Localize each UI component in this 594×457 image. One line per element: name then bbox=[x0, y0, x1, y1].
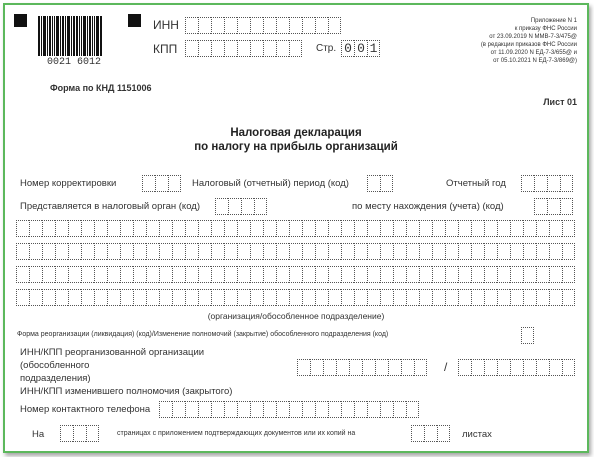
reorg-inn-label-1: ИНН/КПП реорганизованной организации bbox=[20, 347, 205, 358]
form-code: Форма по КНД 1151006 bbox=[50, 83, 152, 93]
page-digit: 0 bbox=[354, 40, 367, 57]
pages-text: страницах с приложением подтверждающих документов или их копий на bbox=[117, 430, 356, 437]
reorg-kpp-cells[interactable] bbox=[458, 359, 575, 376]
page-label: Стр. bbox=[316, 43, 337, 54]
phone-label: Номер контактного телефона bbox=[20, 404, 151, 415]
reorg-label: Форма реорганизации (ликвидация) (код)/Изменение полномочий (закрытие) обособленного подразделения (код) bbox=[17, 331, 389, 338]
form-title bbox=[5, 126, 587, 154]
form-title-line2: по налогу на прибыль организаций bbox=[194, 141, 398, 153]
org-name-row-4[interactable] bbox=[16, 289, 575, 306]
correction-cells[interactable] bbox=[142, 175, 181, 192]
period-cells[interactable] bbox=[367, 175, 393, 192]
reorg-inn-label-3: подразделения) bbox=[20, 373, 91, 384]
pages-count-cells[interactable] bbox=[60, 425, 99, 442]
changed-inn-label: ИНН/КПП изменившего полномочия (закрытого) bbox=[20, 386, 233, 397]
appendix-note: Приложение N 1 к приказу ФНС России от 23.09.2019 N ММВ-7-3/475@ (в редакции приказов ФНС России от 11.09.2020 N ЕД-7-3/655@ и от 05.10.2021 N ЕД-7-3/869@) bbox=[480, 18, 577, 64]
location-label: по месту нахождения (учета) (код) bbox=[352, 201, 504, 212]
tax-authority-cells[interactable] bbox=[215, 198, 267, 215]
org-name-row-3[interactable] bbox=[16, 266, 575, 283]
phone-cells[interactable] bbox=[159, 401, 419, 418]
page-number-cells[interactable] bbox=[341, 40, 380, 57]
inn-cells[interactable] bbox=[185, 17, 341, 34]
barcode-number: 0021 6012 bbox=[47, 57, 102, 68]
sheets-count-cells[interactable] bbox=[411, 425, 450, 442]
inn-kpp-separator: / bbox=[444, 360, 448, 374]
kpp-label: КПП bbox=[153, 42, 178, 56]
kpp-cells[interactable] bbox=[185, 40, 302, 57]
period-label: Налоговый (отчетный) период (код) bbox=[192, 178, 349, 189]
reorg-inn-label-2: (обособленного bbox=[20, 360, 90, 371]
corner-marker-top-middle bbox=[128, 14, 141, 27]
year-label: Отчетный год bbox=[446, 178, 506, 189]
org-name-row-2[interactable] bbox=[16, 243, 575, 260]
sheet-label: Лист 01 bbox=[543, 97, 577, 107]
tax-authority-label: Представляется в налоговый орган (код) bbox=[20, 201, 200, 212]
reorg-cells[interactable] bbox=[521, 327, 534, 344]
form-title-line1: Налоговая декларация bbox=[230, 127, 362, 139]
org-name-row-1[interactable] bbox=[16, 220, 575, 237]
barcode bbox=[38, 16, 103, 56]
corner-marker-top-left bbox=[14, 14, 27, 27]
page-digit: 0 bbox=[341, 40, 354, 57]
location-cells[interactable] bbox=[534, 198, 573, 215]
declaration-form bbox=[3, 3, 589, 453]
reorg-inn-cells[interactable] bbox=[297, 359, 427, 376]
inn-label: ИНН bbox=[153, 18, 179, 32]
page-digit: 1 bbox=[367, 40, 380, 57]
correction-label: Номер корректировки bbox=[20, 178, 117, 189]
pages-on-label: На bbox=[32, 429, 45, 440]
sheets-label: листах bbox=[462, 429, 492, 440]
year-cells[interactable] bbox=[521, 175, 573, 192]
org-caption: (организация/обособленное подразделение) bbox=[207, 311, 385, 321]
